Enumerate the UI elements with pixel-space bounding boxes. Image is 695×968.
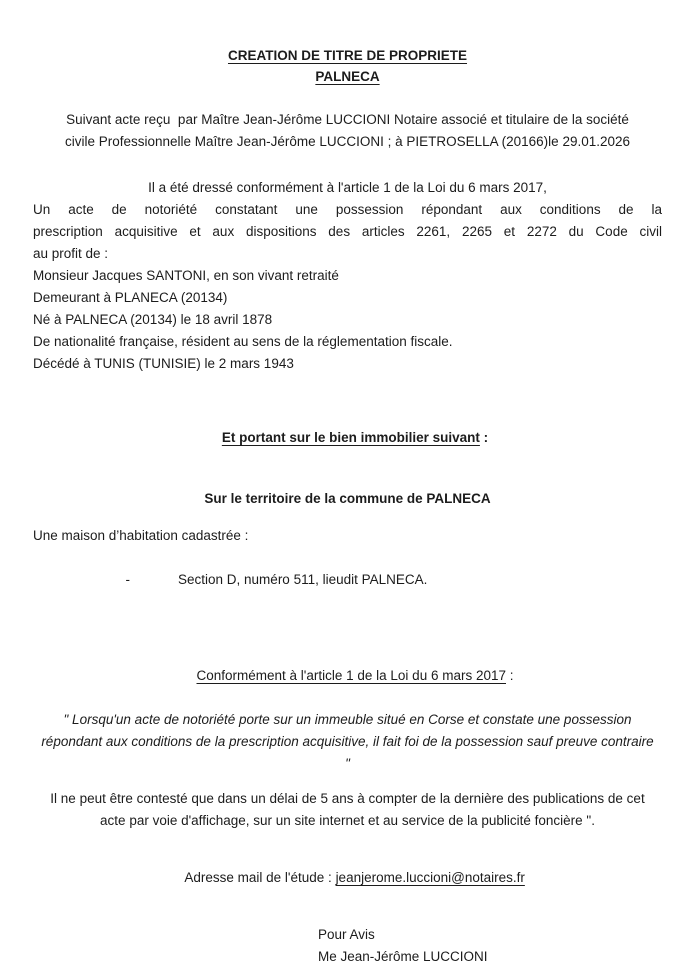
intro-line: Suivant acte reçu par Maître Jean-Jérôme LUCCIONI Notaire associé et titulaire de la société — [66, 112, 629, 127]
email-line — [33, 845, 662, 911]
conformement-heading-suffix: : — [506, 668, 514, 683]
acte-paragraph — [33, 199, 662, 265]
person-line: Monsieur Jacques SANTONI, en son vivant retraité — [33, 268, 339, 283]
signature-block — [33, 924, 662, 968]
delai-line: Il ne peut être contesté que dans un délai de 5 ans à compter de la dernière des publications de cet — [50, 791, 645, 806]
person-line: Décédé à TUNIS (TUNISIE) le 2 mars 1943 — [33, 356, 294, 371]
signature-pour-avis: Pour Avis — [318, 927, 375, 942]
acte-line: prescription acquisitive et aux dispositions des articles 2261, 2265 et 2272 du Code civil — [33, 224, 662, 239]
person-line: Né à PALNECA (20134) le 18 avril 1878 — [33, 312, 273, 327]
title-line-1: CREATION DE TITRE DE PROPRIETE — [227, 48, 468, 63]
conformement-heading — [33, 643, 662, 709]
quote-close-mark: " — [345, 756, 350, 771]
bien-heading-suffix: : — [479, 430, 489, 445]
acte-line: Un acte de notoriété constatant une possession répondant aux conditions de la — [33, 202, 662, 217]
document-title — [33, 45, 662, 87]
person-details — [33, 265, 662, 375]
cadastre-section — [33, 525, 662, 613]
intro-line: civile Professionnelle Maître Jean-Jérôme LUCCIONI ; à PIETROSELLA (20166)le 29.01.2026 — [64, 134, 631, 149]
person-line: Demeurant à PLANECA (20134) — [33, 290, 228, 305]
delai-line: acte par voie d'affichage, sur un site internet et au service de la publicité foncière ". — [100, 813, 595, 828]
cadastre-list-item — [33, 547, 662, 613]
intro-paragraph — [33, 109, 662, 153]
territoire-heading: Sur le territoire de la commune de PALNECA — [204, 491, 491, 506]
email-link[interactable]: jeanjerome.luccioni@notaires.fr — [335, 870, 525, 885]
acte-last-line: au profit de : — [33, 246, 109, 261]
cadastre-item-text: Section D, numéro 511, lieudit PALNECA. — [178, 572, 428, 587]
signature-notary-name: Me Jean-Jérôme LUCCIONI — [318, 949, 488, 964]
title-line-2: PALNECA — [315, 69, 380, 84]
bien-heading-text: Et portant sur le bien immobilier suivant — [221, 430, 480, 445]
quote-line: " Lorsqu'un acte de notoriété porte sur un immeuble situé en Corse et constate une possession — [63, 712, 632, 727]
email-label: Adresse mail de l'étude : — [184, 870, 336, 885]
dresse-line: Il a été dressé conformément à l'article 1 de la Loi du 6 mars 2017, — [148, 180, 547, 195]
dresse-paragraph — [33, 177, 662, 199]
legal-quote — [33, 709, 662, 775]
conformement-heading-text: Conformément à l'article 1 de la Loi du 6 mars 2017 — [196, 668, 506, 683]
person-line: De nationalité française, résident au sens de la réglementation fiscale. — [33, 334, 453, 349]
delai-paragraph — [33, 788, 662, 832]
maison-line: Une maison d’habitation cadastrée : — [33, 528, 249, 543]
quote-line: répondant aux conditions de la prescription acquisitive, il fait foi de la possession sauf preuve contraire — [41, 734, 654, 749]
bien-heading — [33, 405, 662, 471]
bullet-dash: - — [125, 572, 131, 587]
